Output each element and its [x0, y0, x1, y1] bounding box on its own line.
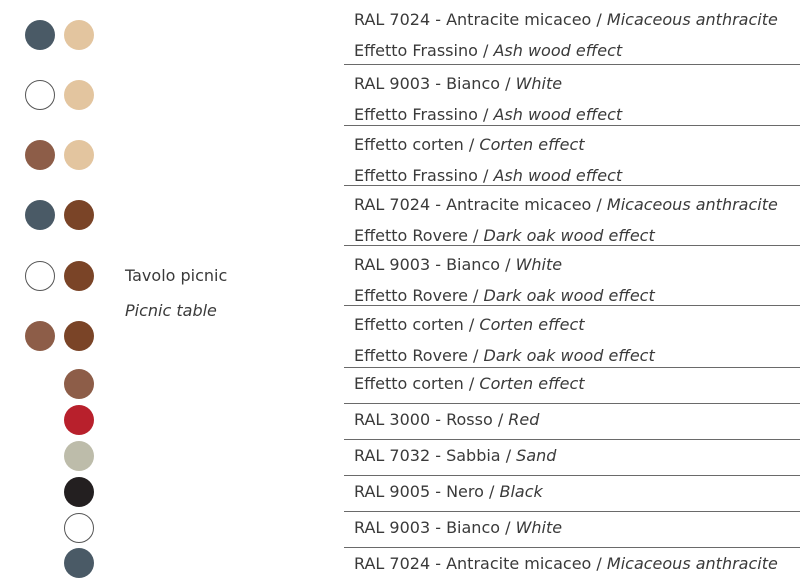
finish-name-italian: RAL 7024 - Antracite micaceo / — [354, 195, 607, 214]
swatch-corten — [25, 321, 55, 351]
finish-name-italian: RAL 7032 - Sabbia / — [354, 446, 517, 465]
finish-row — [344, 367, 800, 404]
finish-row — [344, 185, 800, 246]
finish-name-english: Corten effect — [479, 135, 585, 154]
finish-line — [354, 225, 655, 247]
finish-name-italian: Effetto Rovere / — [354, 346, 484, 365]
finish-name-italian: RAL 9003 - Bianco / — [354, 74, 516, 93]
product-name-italian: Tavolo picnic — [125, 266, 228, 285]
swatch-oak — [64, 321, 94, 351]
finish-name-italian: Effetto corten / — [354, 374, 480, 393]
finish-row — [344, 305, 800, 368]
swatch-oak — [64, 261, 94, 291]
finish-line — [354, 409, 539, 431]
finish-name-italian: RAL 3000 - Rosso / — [354, 410, 509, 429]
finish-name-english: White — [515, 255, 563, 274]
finish-name-italian: Effetto Rovere / — [354, 226, 484, 245]
finish-name-english: Sand — [516, 446, 557, 465]
finish-name-italian: Effetto Frassino / — [354, 105, 494, 124]
finish-line — [354, 445, 556, 467]
finish-row — [344, 0, 800, 65]
finish-line — [354, 9, 778, 31]
swatch-anthracite — [64, 548, 94, 578]
finish-row — [344, 403, 800, 440]
finish-line — [354, 314, 585, 336]
finish-name-english: Micaceous anthracite — [606, 10, 778, 29]
finish-name-english: Ash wood effect — [493, 41, 623, 60]
swatch-sand — [64, 441, 94, 471]
swatch-ash — [64, 20, 94, 50]
swatch-white — [25, 261, 55, 291]
finish-row — [344, 475, 800, 512]
swatch-corten — [64, 369, 94, 399]
finish-name-english: Dark oak wood effect — [483, 346, 655, 365]
finish-name-english: Red — [508, 410, 540, 429]
finish-line — [354, 517, 562, 539]
finish-line — [354, 40, 622, 62]
finish-line — [354, 73, 562, 95]
swatch-oak — [64, 200, 94, 230]
swatch-black — [64, 477, 94, 507]
finish-name-english: Black — [499, 482, 543, 501]
finish-name-english: Micaceous anthracite — [606, 195, 778, 214]
finish-row — [344, 64, 800, 126]
finish-name-italian: Effetto Frassino / — [354, 41, 494, 60]
finish-name-italian: RAL 9003 - Bianco / — [354, 255, 516, 274]
finish-line — [354, 104, 622, 126]
finish-name-italian: Effetto Rovere / — [354, 286, 484, 305]
swatch-ash — [64, 80, 94, 110]
finish-name-english: Ash wood effect — [493, 166, 623, 185]
finish-row — [344, 439, 800, 476]
swatch-white — [25, 80, 55, 110]
finish-line — [354, 553, 778, 575]
finish-line — [354, 254, 562, 276]
finish-name-english: Dark oak wood effect — [483, 286, 655, 305]
finish-line — [354, 481, 543, 503]
finish-line — [354, 134, 585, 156]
product-name-english: Picnic table — [125, 301, 217, 320]
finish-line — [354, 373, 585, 395]
swatch-red — [64, 405, 94, 435]
finish-name-italian: RAL 9003 - Bianco / — [354, 518, 516, 537]
finish-row — [344, 245, 800, 306]
finish-line — [354, 165, 622, 187]
swatch-ash — [64, 140, 94, 170]
finish-name-italian: Effetto corten / — [354, 315, 480, 334]
finish-name-english: Corten effect — [479, 374, 585, 393]
finish-name-english: White — [515, 518, 563, 537]
swatch-corten — [25, 140, 55, 170]
finish-line — [354, 345, 655, 367]
finish-name-english: Dark oak wood effect — [483, 226, 655, 245]
finish-name-italian: RAL 9005 - Nero / — [354, 482, 500, 501]
swatch-white — [64, 513, 94, 543]
finish-line — [354, 194, 778, 216]
finish-row — [344, 125, 800, 186]
finish-name-english: Micaceous anthracite — [606, 554, 778, 573]
finish-row — [344, 547, 800, 581]
swatch-anthracite — [25, 20, 55, 50]
finish-name-english: Ash wood effect — [493, 105, 623, 124]
finish-name-italian: RAL 7024 - Antracite micaceo / — [354, 554, 607, 573]
finish-line — [354, 285, 655, 307]
finish-name-english: Corten effect — [479, 315, 585, 334]
finish-row — [344, 511, 800, 548]
finish-name-italian: RAL 7024 - Antracite micaceo / — [354, 10, 607, 29]
finish-name-italian: Effetto Frassino / — [354, 166, 494, 185]
swatch-anthracite — [25, 200, 55, 230]
finish-name-english: White — [515, 74, 563, 93]
finish-name-italian: Effetto corten / — [354, 135, 480, 154]
